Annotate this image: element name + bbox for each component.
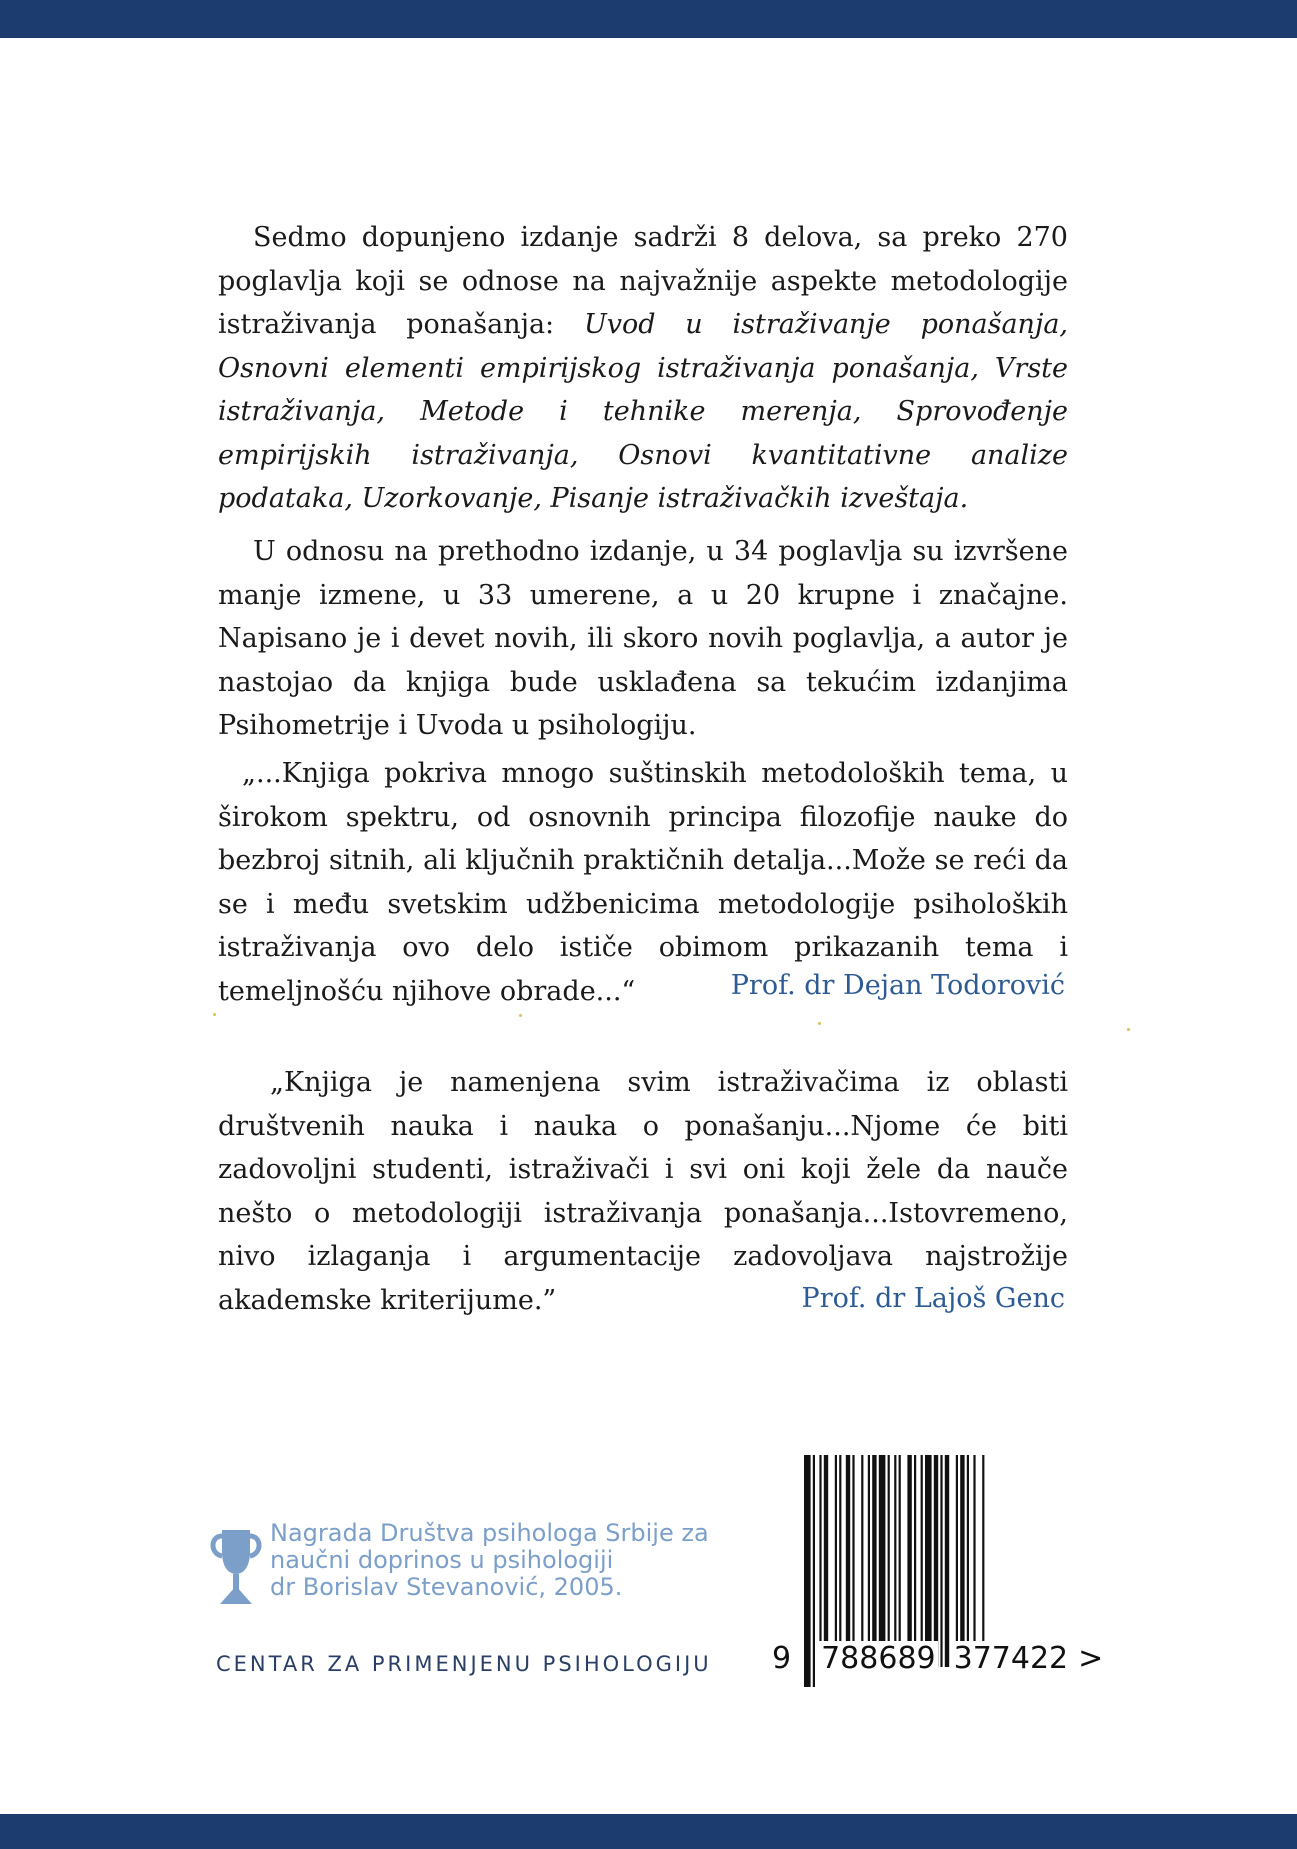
barcode-bar	[982, 1455, 984, 1667]
award-line-1: Nagrada Društva psihologa Srbije za	[270, 1519, 709, 1547]
barcode-bar	[894, 1455, 896, 1667]
barcode-bar	[861, 1455, 863, 1667]
description-paragraph	[218, 216, 1068, 521]
description-parts-list: Uvod u istraživanje ponašanja, Osnovni elementi empirijskog istraživanja ponašanja, Vrste istraživanja, Metode i tehnike merenja, Sprovođenje empirijskih istraživanja, Osnovi kvantitativne analize podataka, Uzorkovanje, Pisanje istraživačkih izveštaja.	[218, 309, 1068, 514]
changes-paragraph: U odnosu na prethodno izdanje, u 34 poglavlja su izvršene manje izmene, u 33 umerene, a u 20 krupne i značajne. Napisano je i devet novih, ili skoro novih poglavlja, a autor je nastojao da knjiga bude usklađena sa tekućim izdanjima Psihometrije i Uvoda u psihologiju.	[218, 536, 1068, 741]
barcode-bar	[967, 1455, 969, 1667]
barcode-bar	[872, 1455, 876, 1667]
scan-speck	[519, 1014, 522, 1017]
barcode-bar	[888, 1455, 890, 1667]
award-line-2: naučni doprinos u psihologiji	[270, 1546, 614, 1574]
publisher-name: CENTAR ZA PRIMENJENU PSIHOLOGIJU	[216, 1652, 712, 1676]
barcode-bar	[921, 1455, 923, 1667]
scan-speck	[213, 1013, 216, 1016]
barcode-bar	[868, 1455, 870, 1667]
quote-author-genc: Prof. dr Lajoš Genc	[801, 1283, 1065, 1314]
bottom-border-band	[0, 1814, 1297, 1849]
barcode-bar	[819, 1455, 821, 1667]
quote-author-todorovic: Prof. dr Dejan Todorović	[730, 970, 1065, 1001]
barcode-bar	[925, 1455, 932, 1667]
quote-genc: „Knjiga je namenjena svim istraživačima iz oblasti društvenih nauka i nauka o ponašanju...Njome će biti zadovoljni studenti, istraživači i svi oni koji žele da nauče nešto o metodologiji istraživanja ponašanja...Istovremeno, nivo izlaganja i argumentacije zadovoljava najstrožije akademske kriterijume.”	[218, 1067, 1068, 1316]
barcode-bar	[934, 1455, 938, 1667]
trophy-icon	[208, 1522, 264, 1608]
isbn-number	[770, 1641, 1105, 1681]
scan-speck	[1127, 1028, 1130, 1031]
barcode-bar	[973, 1455, 975, 1667]
award-line-3: dr Borislav Stevanović, 2005.	[270, 1573, 623, 1601]
barcode-bar	[846, 1455, 850, 1667]
barcode-bar	[835, 1455, 837, 1667]
top-border-band	[0, 0, 1297, 38]
barcode-bar	[914, 1455, 916, 1667]
isbn-lead-digit: 9	[772, 1641, 792, 1676]
barcode-bar	[945, 1455, 949, 1667]
description-lead: Sedmo dopunjeno izdanje sadrži 8 delova, sa preko 270 poglavlja koji se odnose na najvažnije aspekte metodologije istraživanja ponašanja:	[218, 222, 1068, 340]
barcode-bar	[839, 1455, 841, 1667]
barcode-bar	[879, 1455, 886, 1667]
barcode-bar	[824, 1455, 828, 1667]
barcode-bar	[940, 1455, 942, 1667]
barcode-bar	[960, 1455, 964, 1667]
isbn-group-1: 788689	[821, 1641, 936, 1676]
barcode-bar	[899, 1455, 901, 1667]
barcode-bar	[907, 1455, 911, 1667]
award-block	[208, 1520, 728, 1610]
barcode-bar	[852, 1455, 854, 1667]
quote-todorovic: „...Knjiga pokriva mnogo suštinskih metodoloških tema, u širokom spektru, od osnovnih principa filozofije nauke do bezbroj sitnih, ali ključnih praktičnih detalja...Može se reći da se i među svetskim udžbenicima metodologije psiholoških istraživanja ovo delo ističe obimom prikazanih tema i temeljnošću njihove obrade...“	[218, 758, 1068, 1007]
isbn-arrow: >	[1078, 1641, 1104, 1676]
barcode-bar	[956, 1455, 958, 1667]
scan-speck	[818, 1022, 821, 1025]
isbn-group-2: 377422	[953, 1641, 1069, 1676]
